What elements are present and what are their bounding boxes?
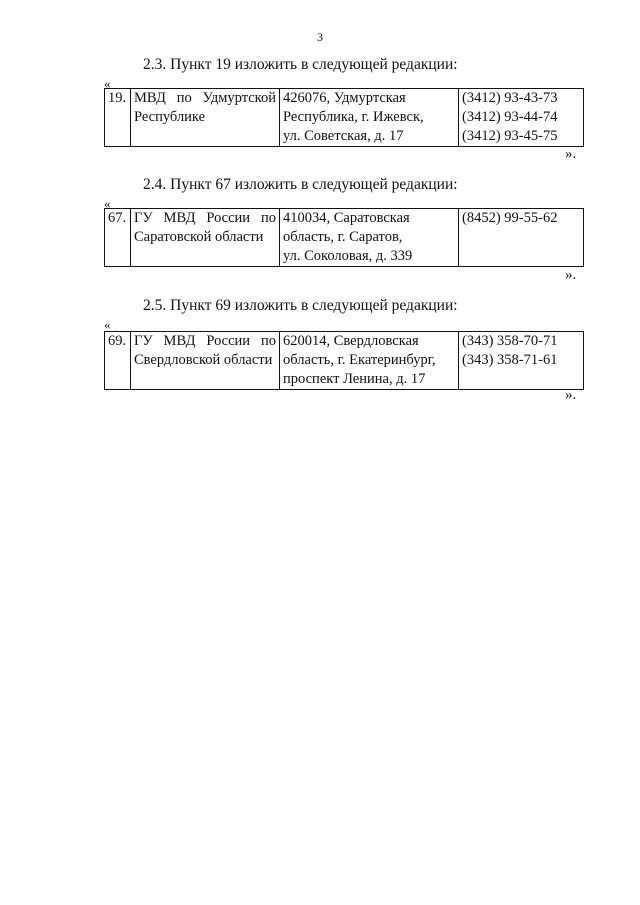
phones [459, 332, 584, 390]
address-line: 620014, Свердловская [283, 333, 419, 349]
address-line: 410034, Саратовская [283, 210, 410, 226]
organization-name: МВД по Удмуртской Республике [131, 89, 280, 147]
close-quote: ». [565, 267, 577, 283]
table-row [105, 209, 584, 267]
address [280, 332, 459, 390]
table-row [105, 89, 584, 147]
organization-name: ГУ МВД России по Свердловской области [131, 332, 280, 390]
address-line: ул. Соколовая, д. 339 [283, 248, 413, 264]
address-line: проспект Ленина, д. 17 [283, 371, 426, 387]
phones [459, 89, 584, 147]
open-quote: « [104, 76, 111, 91]
address-line: ул. Советская, д. 17 [283, 128, 404, 144]
phone-number: (343) 358-71-61 [462, 352, 558, 368]
phone-number: (3412) 93-44-74 [462, 109, 558, 125]
entry-table [104, 331, 584, 390]
row-number: 69. [105, 332, 131, 390]
address [280, 209, 459, 267]
organization-name: ГУ МВД России по Саратовской области [131, 209, 280, 267]
entry-table [104, 208, 584, 267]
phone-number: (3412) 93-43-73 [462, 90, 558, 106]
open-quote: « [104, 196, 111, 211]
address [280, 89, 459, 147]
section-heading: 2.4. Пункт 67 изложить в следующей редакции: [143, 176, 458, 193]
page-number: 3 [317, 30, 323, 44]
row-number: 67. [105, 209, 131, 267]
phone-number: (343) 358-70-71 [462, 333, 558, 349]
row-number: 19. [105, 89, 131, 147]
entry-table [104, 88, 584, 147]
section-heading: 2.3. Пункт 19 изложить в следующей редакции: [143, 56, 458, 73]
address-line: Республика, г. Ижевск, [283, 109, 424, 125]
open-quote: « [104, 317, 111, 332]
phone-number: (3412) 93-45-75 [462, 128, 558, 144]
section-heading: 2.5. Пункт 69 изложить в следующей редакции: [143, 297, 458, 314]
address-line: 426076, Удмуртская [283, 90, 406, 106]
table-row [105, 332, 584, 390]
close-quote: ». [565, 146, 577, 162]
address-line: область, г. Екатеринбург, [283, 352, 436, 368]
phone-number: (8452) 99-55-62 [462, 210, 558, 226]
address-line: область, г. Саратов, [283, 229, 403, 245]
phones [459, 209, 584, 267]
close-quote: ». [565, 387, 577, 403]
